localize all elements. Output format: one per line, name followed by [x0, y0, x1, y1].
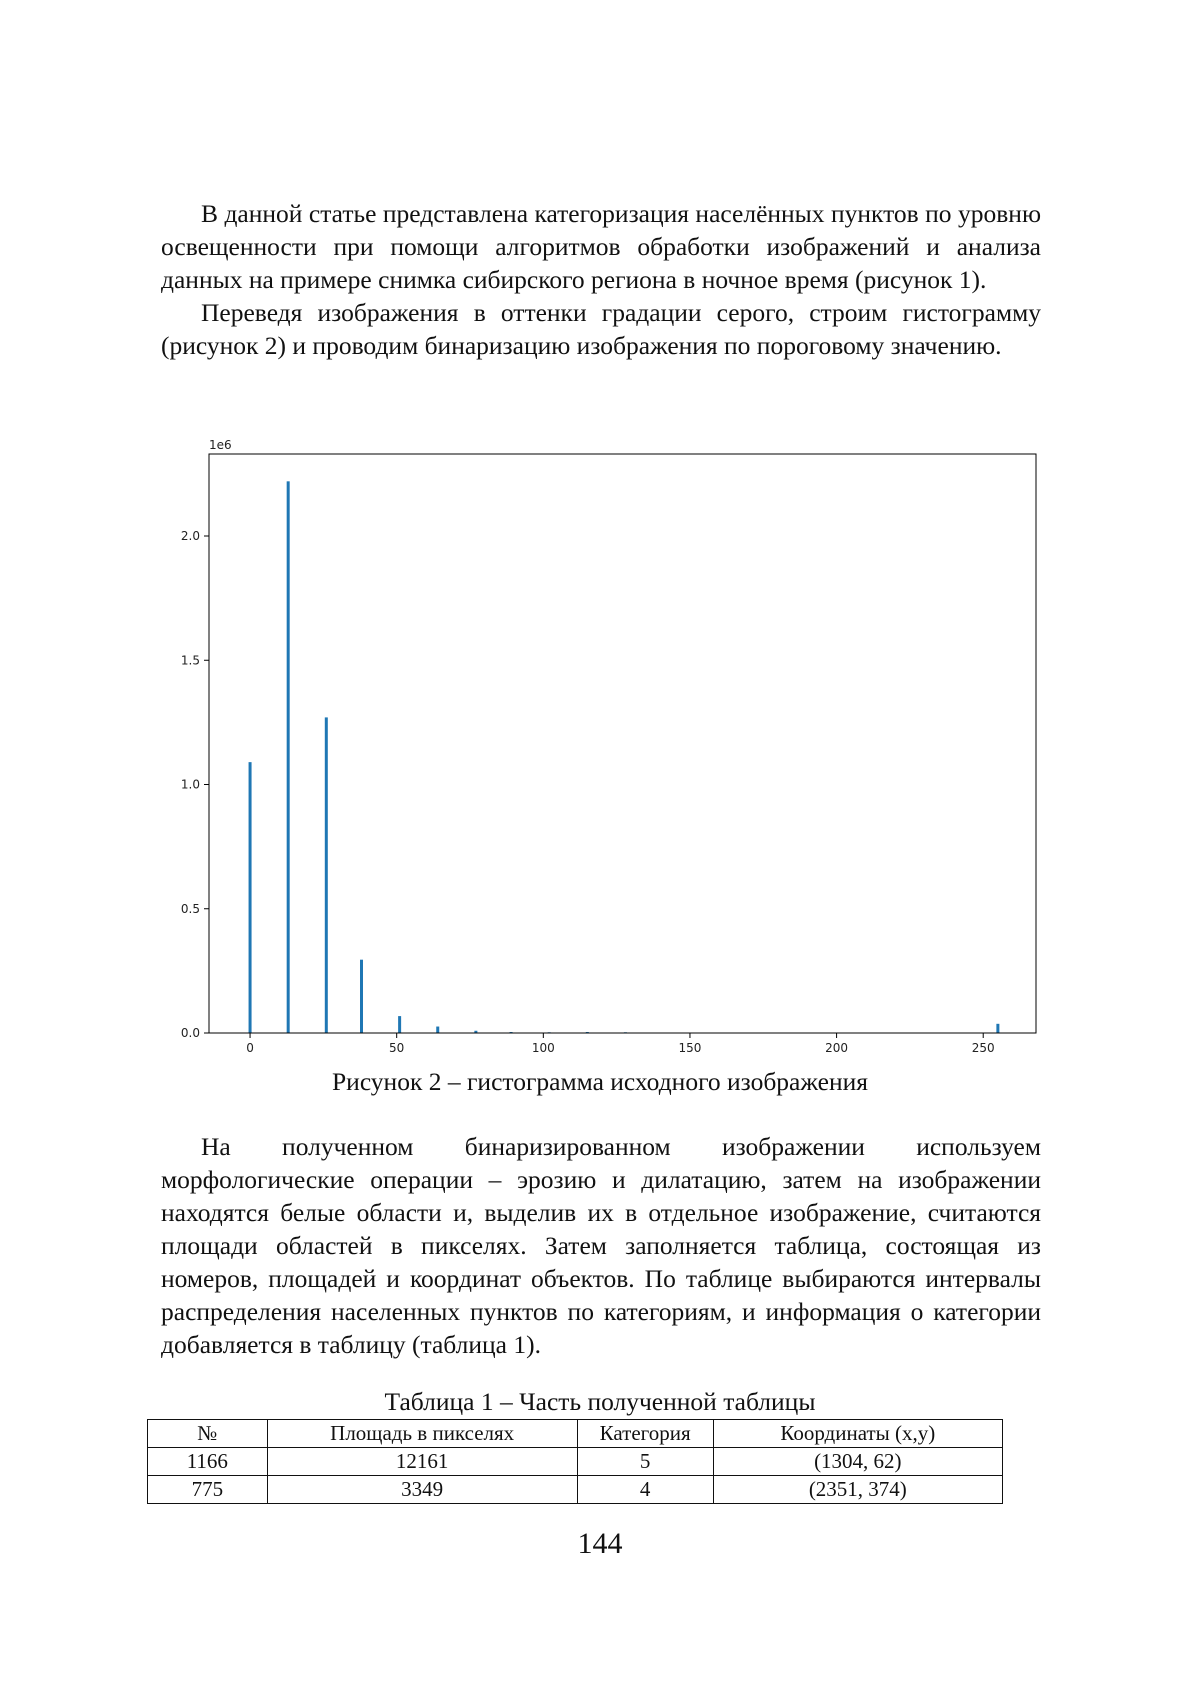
- histogram-bar: [398, 1016, 401, 1033]
- histogram-bar: [325, 717, 328, 1033]
- figure-caption: Рисунок 2 – гистограмма исходного изображения: [160, 1066, 1040, 1098]
- table-cell: 775: [148, 1476, 268, 1504]
- table-row: [148, 1476, 1003, 1504]
- y-tick-label: 0.0: [181, 1026, 200, 1040]
- x-tick-label: 200: [825, 1041, 848, 1052]
- y-tick-label: 0.5: [181, 902, 200, 916]
- histogram-bar: [287, 481, 290, 1033]
- table-cell: 4: [577, 1476, 713, 1504]
- histogram-bar: [996, 1024, 999, 1033]
- histogram-chart: [150, 432, 1050, 1052]
- column-header: Площадь в пикселях: [267, 1420, 577, 1448]
- body-text: [161, 1130, 1041, 1361]
- plot-frame: [209, 454, 1036, 1033]
- histogram-figure: [150, 432, 1050, 1052]
- document-page: [0, 0, 1200, 1703]
- y-axis-scale-label: 1e6: [209, 438, 232, 452]
- x-tick-label: 0: [246, 1041, 254, 1052]
- paragraph: В данной статье представлена категоризация населённых пунктов по уровню освещенности при помощи алгоритмов обработки изображений и анализа данных на примере снимка сибирского региона в ночное время (рисунок 1).: [161, 197, 1041, 296]
- table-cell: (1304, 62): [713, 1448, 1002, 1476]
- table-cell: (2351, 374): [713, 1476, 1002, 1504]
- x-tick-label: 150: [678, 1041, 701, 1052]
- x-tick-label: 50: [389, 1041, 404, 1052]
- y-tick-label: 1.0: [181, 778, 200, 792]
- column-header: Координаты (x,y): [713, 1420, 1002, 1448]
- column-header: №: [148, 1420, 268, 1448]
- table-cell: 1166: [148, 1448, 268, 1476]
- x-tick-label: 100: [532, 1041, 555, 1052]
- x-tick-label: 250: [972, 1041, 995, 1052]
- table-row: [148, 1448, 1003, 1476]
- y-tick-label: 1.5: [181, 653, 200, 667]
- y-tick-label: 2.0: [181, 529, 200, 543]
- results-table: [147, 1419, 1003, 1504]
- table-header-row: [148, 1420, 1003, 1448]
- histogram-bar: [360, 960, 363, 1033]
- table-cell: 12161: [267, 1448, 577, 1476]
- table-caption: Таблица 1 – Часть полученной таблицы: [160, 1387, 1040, 1417]
- column-header: Категория: [577, 1420, 713, 1448]
- table-cell: 5: [577, 1448, 713, 1476]
- histogram-bar: [249, 762, 252, 1033]
- intro-text: [161, 197, 1041, 362]
- histogram-bar: [436, 1027, 439, 1033]
- page-number: 144: [0, 1526, 1200, 1562]
- paragraph: На полученном бинаризированном изображении используем морфологические операции – эрозию и дилатацию, затем на изображении находятся белые области и, выделив их в отдельное изображение, считаются площади областей в пикселях. Затем заполняется таблица, состоящая из номеров, площадей и координат объектов. По таблице выбираются интервалы распределения населенных пунктов по категориям, и информация о категории добавляется в таблицу (таблица 1).: [161, 1130, 1041, 1361]
- table-cell: 3349: [267, 1476, 577, 1504]
- paragraph: Переведя изображения в оттенки градации серого, строим гистограмму (рисунок 2) и проводим бинаризацию изображения по пороговому значению.: [161, 296, 1041, 362]
